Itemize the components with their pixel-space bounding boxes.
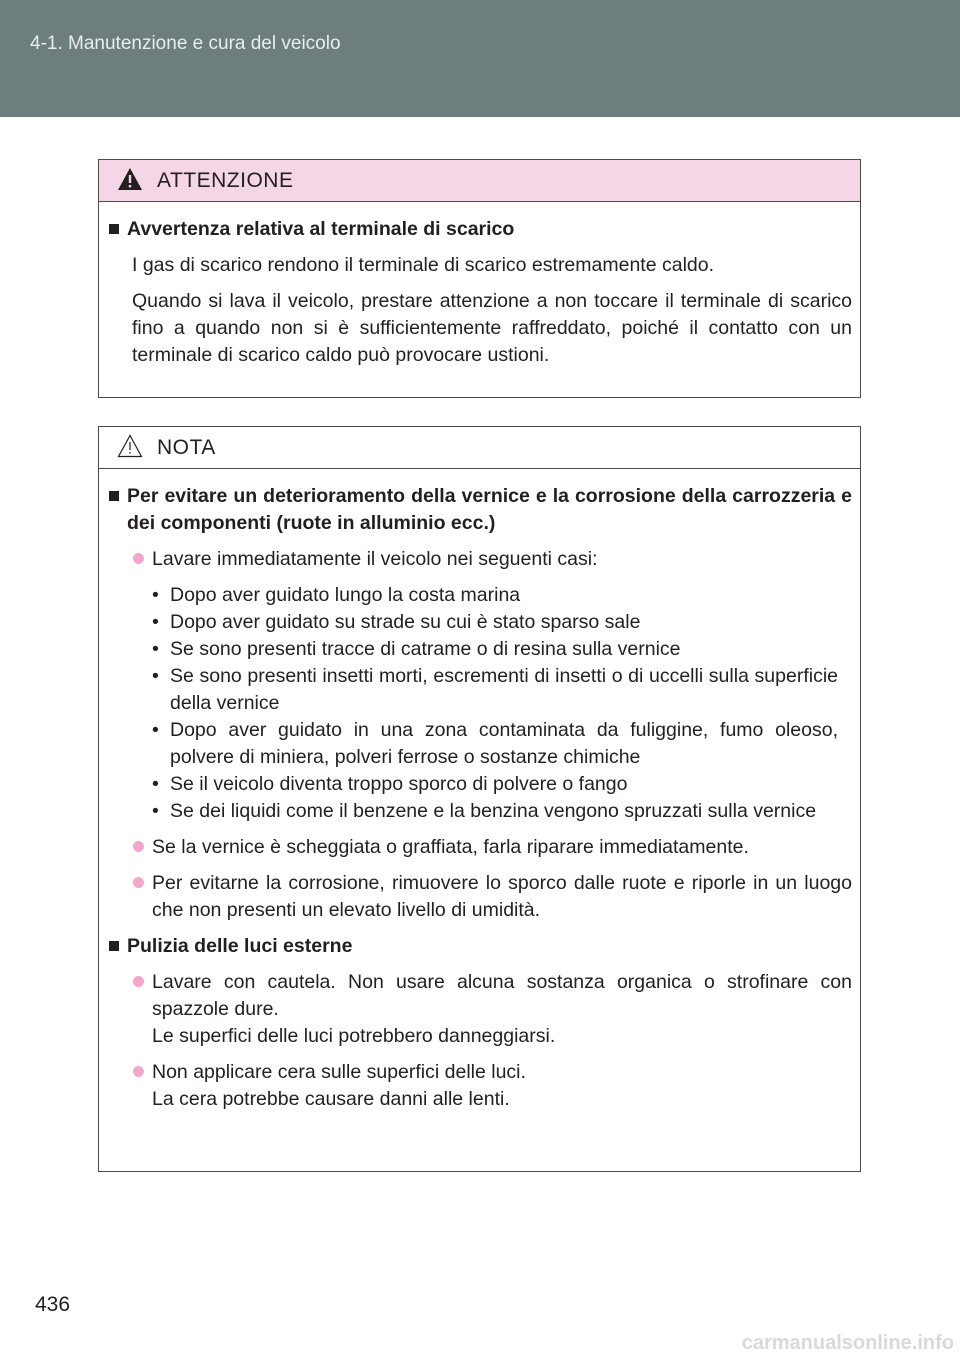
warning-heading: Avvertenza relativa al terminale di scarico — [107, 216, 852, 243]
header-band — [0, 0, 960, 117]
note-heading: Pulizia delle luci esterne — [107, 933, 852, 960]
list-item: • Se dei liquidi come il benzene e la benzina vengono spruzzati sulla vernice — [152, 798, 852, 825]
watermark: carmanualsonline.info — [741, 1332, 954, 1354]
warning-triangle-icon — [117, 167, 143, 191]
list-item: • Dopo aver guidato lungo la costa marina — [152, 582, 852, 609]
note-item-text: Lavare con cautela. Non usare alcuna sostanza organica o strofinare con spazzole dure. — [152, 971, 852, 1020]
note-item: Se la vernice è scheggiata o graffiata, farla riparare immediatamente. — [107, 834, 852, 861]
page-number: 436 — [35, 1293, 71, 1316]
caution-triangle-icon — [117, 434, 143, 458]
note-item-text: La cera potrebbe causare danni alle lenti. — [152, 1088, 510, 1110]
note-title: NOTA — [157, 436, 216, 459]
note-bullet-list — [107, 582, 852, 825]
list-item: • Dopo aver guidato su strade su cui è stato sparso sale — [152, 609, 852, 636]
note-header — [99, 427, 860, 469]
warning-paragraph: I gas di scarico rendono il terminale di scarico estremamente caldo. — [132, 254, 715, 276]
note-box — [98, 426, 861, 1172]
note-item — [107, 1059, 852, 1113]
section-title: 4-1. Manutenzione e cura del veicolo — [30, 33, 341, 54]
list-item: • Se il veicolo diventa troppo sporco di polvere o fango — [152, 771, 852, 798]
warning-header — [99, 160, 860, 202]
note-heading: Per evitare un deterioramento della vernice e la corrosione della carrozzeria e dei componenti (ruote in alluminio ecc.) — [107, 483, 852, 537]
warning-title: ATTENZIONE — [157, 169, 294, 192]
note-item-text: Le superfici delle luci potrebbero danneggiarsi. — [152, 1025, 556, 1047]
list-item: • Se sono presenti insetti morti, escrementi di insetti o di uccelli sulla superficie della vernice — [152, 663, 852, 717]
warning-box — [98, 159, 861, 398]
note-item: Per evitarne la corrosione, rimuovere lo sporco dalle ruote e riporle in un luogo che non presenti un elevato livello di umidità. — [107, 870, 852, 924]
warning-paragraph: Quando si lava il veicolo, prestare attenzione a non toccare il terminale di scarico fino a quando non si è sufficientemente raffreddato, poiché il contatto con un terminale di scarico caldo può provocare ustioni. — [132, 290, 852, 366]
note-item-text: Non applicare cera sulle superfici delle luci. — [152, 1061, 526, 1083]
list-item: • Se sono presenti tracce di catrame o di resina sulla vernice — [152, 636, 852, 663]
note-item: Lavare immediatamente il veicolo nei seguenti casi: — [107, 546, 852, 573]
list-item: • Dopo aver guidato in una zona contaminata da fuliggine, fumo oleoso, polvere di miniera, polveri ferrose o sostanze chimiche — [152, 717, 852, 771]
note-item — [107, 969, 852, 1050]
